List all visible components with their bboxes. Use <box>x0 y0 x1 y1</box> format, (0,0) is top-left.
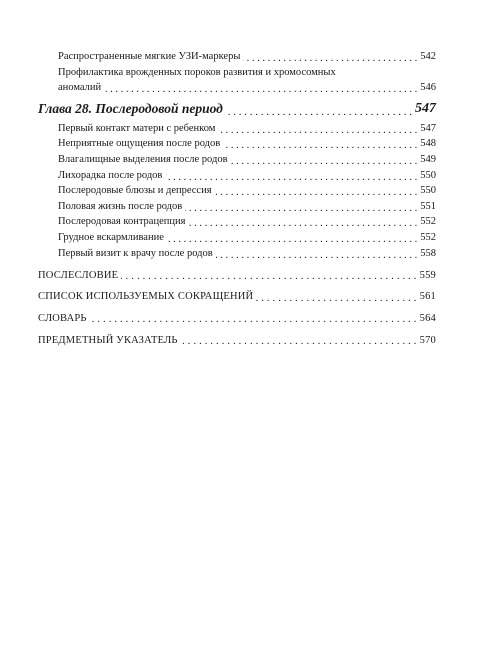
chapter-title: Глава 28. Послеродовой период <box>38 100 223 116</box>
toc-entry-title: Первый визит к врачу после родов <box>58 247 213 259</box>
toc-entry-page: 551 <box>420 200 436 212</box>
toc-section <box>38 311 436 326</box>
toc-entry-page: 542 <box>420 51 436 62</box>
dot-leader <box>216 251 418 262</box>
toc-entry-page: 552 <box>420 216 436 228</box>
dot-leader <box>223 141 417 152</box>
dot-leader <box>243 54 417 65</box>
dot-leader <box>90 315 417 326</box>
toc-section <box>38 289 436 304</box>
toc-entry-title: Неприятные ощущения после родов <box>58 138 221 150</box>
toc-section-page: 561 <box>419 291 436 303</box>
toc-entry <box>38 246 436 262</box>
dot-leader <box>104 85 417 96</box>
toc-entry <box>38 214 436 230</box>
toc-entry <box>38 136 436 152</box>
toc-entry-page: 550 <box>420 169 436 181</box>
toc-entry-title: Грудное вскармливание <box>58 231 164 243</box>
toc-entry-title-line1: Профилактика врожденных пороков развития и хромосомных <box>58 66 336 78</box>
toc-entry-multiline <box>38 65 436 96</box>
toc-entry-page: 548 <box>420 138 436 150</box>
toc-entry-title: Первый контакт матери с ребенком <box>58 122 216 134</box>
dot-leader <box>181 337 417 348</box>
toc-section-page: 564 <box>419 312 436 324</box>
toc-entry <box>38 121 436 137</box>
dot-leader <box>165 173 417 184</box>
toc-entry-title: Послеродовая контрацепция <box>58 216 186 228</box>
toc-entry-page: 558 <box>420 247 436 259</box>
toc-section-title: ПРЕДМЕТНЫЙ УКАЗАТЕЛЬ <box>38 334 178 346</box>
toc-entry-title: Распространенные мягкие УЗИ-маркеры <box>58 51 241 62</box>
toc-entry-page: 547 <box>420 122 436 134</box>
toc-entry-title-line2-row <box>58 80 436 96</box>
toc-section <box>38 268 436 283</box>
dot-leader <box>231 157 418 168</box>
toc-entry-page: 549 <box>420 153 436 165</box>
toc-entry <box>38 168 436 184</box>
toc-entry-title-line2: аномалий <box>58 82 102 94</box>
toc-entry-page: 552 <box>420 231 436 243</box>
dot-leader <box>185 204 417 215</box>
toc-entry <box>38 49 436 65</box>
dot-leader <box>215 188 418 199</box>
toc-entry-title: Послеродовые блюзы и депрессия <box>58 185 212 197</box>
toc-entry <box>38 152 436 168</box>
dot-leader <box>121 272 416 283</box>
toc-entry <box>38 199 436 215</box>
toc-entry <box>38 183 436 199</box>
toc-entry-title: Половая жизнь после родов <box>58 200 183 212</box>
toc-section-page: 559 <box>419 269 436 281</box>
dot-leader <box>167 235 417 246</box>
toc-section-page: 570 <box>419 334 436 346</box>
dot-leader <box>256 294 416 305</box>
toc-entry-title: Влагалищные выделения после родов <box>58 153 228 165</box>
dot-leader <box>226 104 412 118</box>
chapter-heading <box>38 100 436 118</box>
toc-entry-page: 550 <box>420 185 436 197</box>
dot-leader <box>218 126 417 137</box>
toc-entry-title: Лихорадка после родов <box>58 169 163 181</box>
toc-entry-page: 546 <box>420 82 436 94</box>
toc-entry <box>38 230 436 246</box>
dot-leader <box>188 219 417 230</box>
toc-section-title: ПОСЛЕСЛОВИЕ <box>38 269 119 281</box>
toc-section <box>38 333 436 348</box>
table-of-contents <box>38 49 436 348</box>
toc-section-title: СПИСОК ИСПОЛЬЗУЕМЫХ СОКРАЩЕНИЙ <box>38 291 254 303</box>
toc-section-title: СЛОВАРЬ <box>38 312 87 324</box>
chapter-page: 547 <box>415 100 436 116</box>
